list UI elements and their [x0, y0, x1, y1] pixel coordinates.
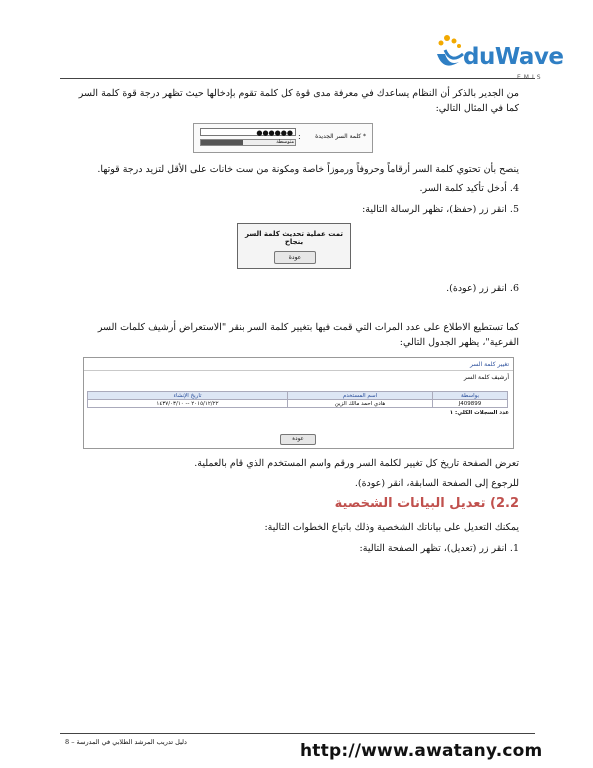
strength-label: متوسطة — [276, 139, 294, 145]
password-archive-screen — [83, 357, 514, 449]
footer-rule — [60, 733, 535, 734]
archive-separator — [84, 370, 513, 371]
step-1 — [360, 541, 519, 556]
watermark-url[interactable]: http://www.awatany.com — [300, 741, 543, 761]
password-strength-meter — [200, 139, 296, 146]
step-4-number: 4. — [509, 183, 519, 194]
paragraph-strength-intro: من الجدير بالذكر أن النظام يساعدك في معرفة مدى قوة كل كلمة تقوم بإدخالها حيث تظهر درجة قوة كلمة السر كما في المثال التالي: — [78, 88, 519, 114]
step-5-text: انقر زر (حفظ)، تظهر الرسالة التالية: — [362, 204, 507, 215]
record-count: عدد السجلات الكلي: ١ — [449, 410, 509, 416]
password-strength-widget — [193, 123, 373, 153]
eduwave-wordmark: duWave — [463, 44, 564, 70]
page-footer: دليل تدريب المرشد الطلابي في المدرسة – 8 — [65, 738, 187, 746]
paragraph-go-back: للرجوع إلى الصفحة السابقة، انقر (عودة). — [354, 478, 519, 489]
step-5-number: 5. — [509, 204, 519, 215]
column-header-username: اسم المستخدم — [288, 392, 433, 400]
archive-header-row — [88, 392, 508, 400]
strength-fill — [201, 140, 243, 145]
step-1-text: انقر زر (تعديل)، تظهر الصفحة التالية: — [359, 543, 507, 554]
cell-created: ٢٠١٥/١٢/٢٢ -- ١٤٣٧/٠٣/١٠ — [88, 400, 288, 408]
paragraph-archive-intro: كما تستطيع الاطلاع على عدد المرات التي قمت فيها بتغيير كلمة السر بنقر "الاستعراض أرشيف كلمات السر الفرعية"، يظهر الجدول التالي: — [97, 322, 519, 348]
column-header-by: بواسطة — [433, 392, 508, 400]
eduwave-sub: EMIS — [517, 74, 544, 81]
step-4-text: أدخل تأكيد كلمة السر. — [419, 183, 507, 194]
cell-by: J409899 — [433, 400, 508, 408]
cell-username: هادي احمد مالك الزين — [288, 400, 433, 408]
paragraph-edit-intro: يمكنك التعديل على بياناتك الشخصية وذلك باتباع الخطوات التالية: — [264, 522, 519, 533]
success-message: تمت عملية تحديث كلمة السر بنجاح — [244, 230, 344, 246]
eduwave-logo — [433, 30, 564, 81]
paragraph-archive-explanation: تعرض الصفحة تاريخ كل تغيير لكلمة السر ورقم واسم المستخدم الذي قام بالعملية. — [194, 458, 519, 469]
back-button[interactable]: عودة — [274, 251, 316, 264]
table-row — [88, 400, 508, 408]
step-4 — [419, 181, 519, 196]
archive-back-button[interactable]: عودة — [280, 434, 316, 445]
new-password-field[interactable]: ●●●●●● — [200, 128, 296, 136]
archive-subtitle: أرشيف كلمة السر — [463, 374, 509, 381]
step-6 — [446, 281, 519, 296]
step-6-number: 6. — [509, 283, 519, 294]
step-1-number: 1. — [509, 543, 519, 554]
step-5 — [362, 202, 519, 217]
eduwave-logo-icon — [433, 32, 467, 72]
paragraph-password-advice: ينصح بأن تحتوي كلمة السر أرقاماً وحروفاً ورموزاً خاصة ومكونة من ست خانات على الأقل لتزيد درجة قوتها. — [97, 164, 519, 175]
column-header-created: تاريخ الإنشاء — [88, 392, 288, 400]
archive-table — [87, 391, 508, 408]
step-6-text: انقر زر (عودة). — [446, 283, 507, 294]
archive-title: تغيير كلمة السر — [470, 361, 509, 368]
colon: : — [298, 132, 301, 141]
success-dialog — [237, 223, 351, 269]
new-password-label: * كلمة السر الجديدة — [315, 133, 366, 140]
header-rule — [60, 78, 535, 79]
section-heading: 2.2) تعديل البيانات الشخصية — [334, 496, 519, 511]
